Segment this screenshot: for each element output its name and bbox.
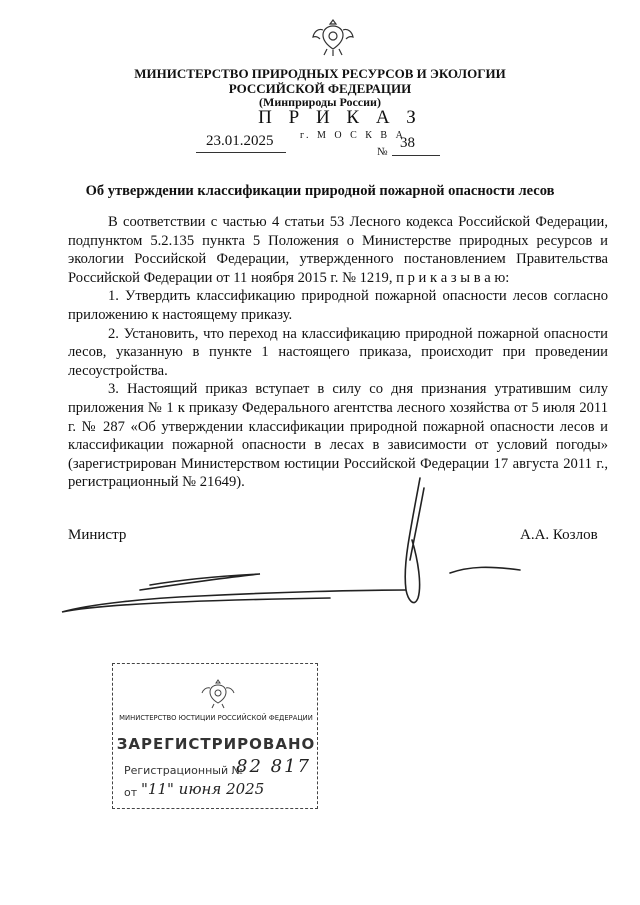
stamp-date: "11" июня 2025 [141, 780, 265, 798]
stamp-number-label: Регистрационный № [124, 764, 244, 777]
item-1: 1. Утвердить классификацию природной пожарной опасности лесов согласно приложению к настоящему приказу. [68, 288, 608, 323]
item-3: 3. Настоящий приказ вступает в силу со дня признания утратившим силу приложения № 1 к приказу Федерального агентства лесного хозяйства от 5 июля 2011 г. № 287 «Об утверждении классификации природной пожарной опасности лесов и классификации пожарной опасности в лесах в зависимости от условий погоды» (зарегистрирован Министерством юстиции Российской Федерации 17 августа 2011 г., регистрационный № 21649). [68, 381, 608, 491]
ministry-short-name: (Минприроды России) [259, 95, 381, 109]
stamp-registered: ЗАРЕГИСТРИРОВАНО [116, 735, 316, 753]
order-number: 38 [400, 135, 415, 151]
ministry-name-line2: РОССИЙСКОЙ ФЕДЕРАЦИИ [228, 81, 412, 96]
order-body [68, 213, 608, 492]
signatory-name: А.А. Козлов [520, 527, 598, 543]
order-date: 23.01.2025 [206, 133, 274, 149]
stamp-emblem-icon [200, 676, 236, 712]
stamp-ministry: МИНИСТЕРСТВО ЮСТИЦИИ РОССИЙСКОЙ ФЕДЕРАЦИИ [119, 714, 313, 722]
stamp-number: 82 817 [236, 756, 311, 777]
date-underline [196, 152, 286, 153]
coat-of-arms-icon [310, 14, 356, 60]
ministry-name-line1: МИНИСТЕРСТВО ПРИРОДНЫХ РЕСУРСОВ И ЭКОЛОГИИ [134, 66, 506, 81]
item-2: 2. Установить, что переход на классификацию природной пожарной опасности лесов, указанную в пункте 1 настоящего приказа, происходит при проведении лесоустройства. [68, 325, 608, 379]
city: г. М О С К В А [300, 130, 406, 141]
order-subject: Об утверждении классификации природной пожарной опасности лесов [85, 183, 555, 199]
document-type: П Р И К А З [258, 107, 422, 128]
signatory-title: Министр [68, 527, 127, 543]
number-underline [392, 155, 440, 156]
stamp-date-prefix: от [124, 786, 138, 799]
intro-paragraph: В соответствии с частью 4 статьи 53 Лесного кодекса Российской Федерации, подпунктом 5.2.135 пункта 5 Положения о Министерстве природных ресурсов и экологии Российской Федерации, утвержденного постановлением Правительства Российской Федерации от 11 ноября 2015 г. № 1219, п р и к а з ы в а ю: [68, 214, 608, 286]
number-sign: № [377, 146, 388, 158]
